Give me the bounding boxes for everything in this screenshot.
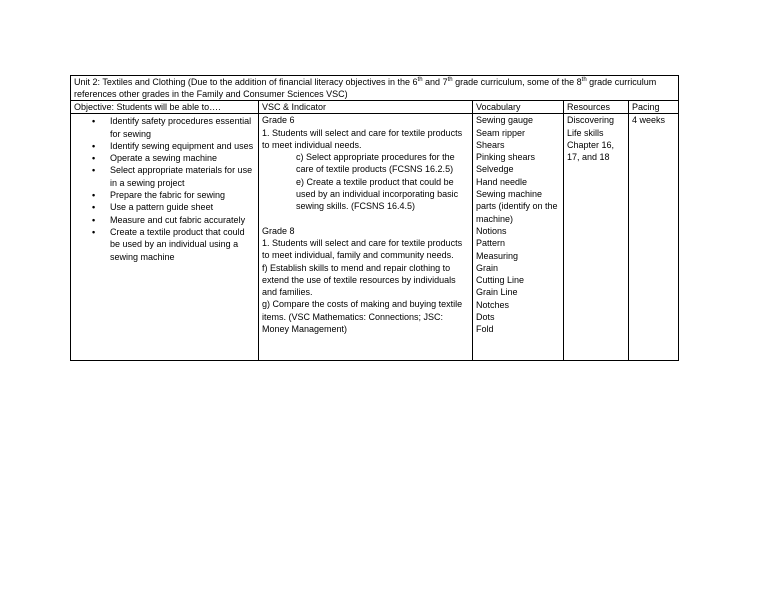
- objective-item: • Select appropriate materials for use in a sewing project: [110, 164, 255, 189]
- vocab-item: Measuring: [476, 250, 519, 261]
- grade6-indicator-c: c) Select appropriate procedures for the care of textile products (FCSNS 16.2.5): [296, 152, 455, 175]
- objectives-list: [74, 115, 255, 263]
- vocabulary-cell: [473, 114, 564, 361]
- grade8-indicator-g: g) Compare the costs of making and buying textile items. (VSC Mathematics: Connections; JSC: Money Management): [262, 299, 463, 335]
- vocab-item: Cutting Line: [476, 275, 525, 286]
- header-pacing: Pacing: [629, 101, 679, 114]
- objective-item: • Create a textile product that could be used by an individual using a sewing machine: [110, 226, 255, 263]
- grade6-label: Grade 6: [262, 115, 295, 126]
- vocab-item: Selvedge: [476, 164, 514, 175]
- vsc-cell: [259, 114, 473, 361]
- grade6-standard: 1. Students will select and care for textile products to meet individual needs.: [262, 127, 463, 150]
- objective-item: • Identify safety procedures essential for sewing: [110, 115, 255, 140]
- unit-title: Unit 2: Textiles and Clothing (Due to the addition of financial literacy objectives in the 6th and 7th grade curriculum, some of the 8th grade curriculum references other grades in the Family and Consumer Sciences VSC): [71, 76, 679, 101]
- vocab-item: Grain: [476, 262, 499, 273]
- vocab-item: Fold: [476, 324, 494, 335]
- curriculum-sheet: [70, 75, 678, 361]
- spacer: [262, 213, 469, 225]
- vocab-item: Pinking shears: [476, 152, 536, 163]
- header-objective: Objective: Students will be able to….: [71, 101, 259, 114]
- objectives-cell: [71, 114, 259, 361]
- objective-item: • Prepare the fabric for sewing: [110, 189, 255, 201]
- vocab-item: Sewing gauge: [476, 115, 534, 126]
- header-vocabulary: Vocabulary: [473, 101, 564, 114]
- vocab-item: Sewing machine parts (identify on the machine): [476, 189, 558, 224]
- grade8-indicator-f: f) Establish skills to mend and repair clothing to extend the use of textile resources by individuals and families.: [262, 262, 456, 298]
- title-row: [71, 76, 679, 101]
- objective-item: • Use a pattern guide sheet: [110, 201, 255, 213]
- unit-table: [70, 75, 679, 361]
- vocab-item: Hand needle: [476, 176, 528, 187]
- resources-cell: Discovering Life skills Chapter 16, 17, and 18: [564, 114, 629, 361]
- header-vsc: VSC & Indicator: [259, 101, 473, 114]
- header-resources: Resources: [564, 101, 629, 114]
- header-row: [71, 101, 679, 114]
- vocab-item: Dots: [476, 312, 495, 323]
- pacing-cell: 4 weeks: [629, 114, 679, 361]
- content-row: [71, 114, 679, 361]
- vocab-item: Shears: [476, 139, 505, 150]
- vocab-item: Notches: [476, 299, 510, 310]
- vocab-item: Notions: [476, 225, 507, 236]
- grade6-indicator-e: e) Create a textile product that could be used by an individual incorporating basic sewing skills. (FCSNS 16.4.5): [296, 176, 459, 212]
- grade8-standard: 1. Students will select and care for textile products to meet individual, family and community needs.: [262, 237, 463, 261]
- vocab-item: Grain Line: [476, 287, 518, 298]
- objective-item: • Measure and cut fabric accurately: [110, 214, 255, 226]
- vocab-item: Pattern: [476, 238, 506, 249]
- vocab-item: Seam ripper: [476, 127, 526, 138]
- objective-item: • Operate a sewing machine: [110, 152, 255, 164]
- objective-item: • Identify sewing equipment and uses: [110, 140, 255, 152]
- grade8-label: Grade 8: [262, 225, 295, 236]
